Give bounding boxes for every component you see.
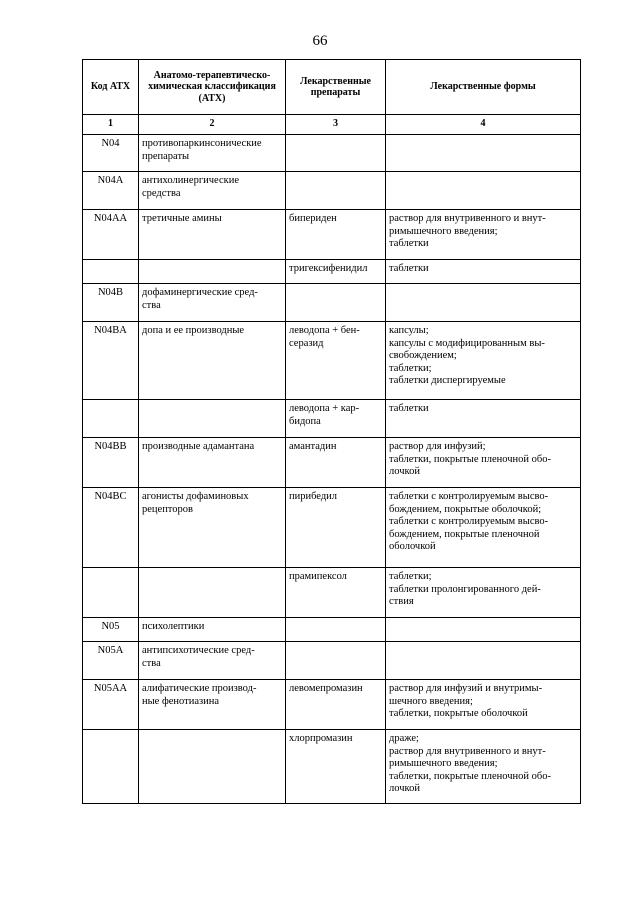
table-row bbox=[83, 438, 581, 488]
classification-line: дофаминергические сред- bbox=[142, 287, 258, 298]
column-number: 2 bbox=[139, 115, 286, 135]
dosage-forms-line: капсулы; bbox=[389, 325, 429, 336]
dosage-forms-cell bbox=[386, 135, 581, 172]
drug-line: бипериден bbox=[289, 213, 337, 224]
dosage-forms-cell bbox=[386, 438, 581, 488]
column-number-row bbox=[83, 115, 581, 135]
header-forms: Лекарственные формы bbox=[386, 60, 581, 115]
drug-cell bbox=[286, 730, 386, 804]
header-classification bbox=[139, 60, 286, 115]
dosage-forms-line: лочкой bbox=[389, 466, 420, 477]
drug-cell bbox=[286, 680, 386, 730]
drug-cell bbox=[286, 438, 386, 488]
dosage-forms-line: бождением, покрытые оболочкой; bbox=[389, 503, 542, 515]
atx-code-cell: N05A bbox=[83, 642, 139, 680]
dosage-forms-line: ствия bbox=[389, 596, 414, 607]
header-classification-line: Анатомо-терапевтическо- bbox=[153, 69, 271, 81]
table-row bbox=[83, 400, 581, 438]
table-row bbox=[83, 488, 581, 568]
dosage-forms-line: раствор для внутривенного и внут- bbox=[389, 213, 546, 224]
dosage-forms-cell bbox=[386, 322, 581, 400]
drug-cell bbox=[286, 260, 386, 284]
dosage-forms-line: оболочкой bbox=[389, 541, 436, 552]
dosage-forms-line: шечного введения; bbox=[389, 695, 473, 707]
classification-cell bbox=[139, 438, 286, 488]
classification-cell bbox=[139, 680, 286, 730]
dosage-forms-line: капсулы с модифицированным вы- bbox=[389, 337, 545, 349]
drug-line: бидопа bbox=[289, 415, 321, 427]
dosage-forms-line: таблетки, покрытые оболочкой bbox=[389, 708, 528, 719]
dosage-forms-line: римышечного введения; bbox=[389, 225, 498, 237]
table-row bbox=[83, 260, 581, 284]
column-number: 1 bbox=[83, 115, 139, 135]
header-drugs-line: Лекарственные bbox=[300, 75, 371, 87]
dosage-forms-line: раствор для внутривенного и внут- bbox=[389, 745, 546, 757]
page-number: 66 bbox=[312, 33, 328, 49]
table-row bbox=[83, 730, 581, 804]
table-row bbox=[83, 284, 581, 322]
drug-line: хлорпромазин bbox=[289, 733, 353, 744]
classification-cell bbox=[139, 210, 286, 260]
atx-code-cell: N05AA bbox=[83, 680, 139, 730]
drug-cell bbox=[286, 568, 386, 618]
table-row bbox=[83, 322, 581, 400]
atx-code-cell: N04BA bbox=[83, 322, 139, 400]
classification-line: ства bbox=[142, 299, 161, 311]
classification-cell bbox=[139, 642, 286, 680]
dosage-forms-line: таблетки bbox=[389, 263, 429, 274]
classification-line: рецепторов bbox=[142, 503, 193, 515]
classification-cell bbox=[139, 488, 286, 568]
dosage-forms-cell bbox=[386, 172, 581, 210]
classification-line: третичные амины bbox=[142, 213, 222, 224]
classification-cell bbox=[139, 172, 286, 210]
table-header-row bbox=[83, 60, 581, 115]
column-number: 3 bbox=[286, 115, 386, 135]
table-row bbox=[83, 210, 581, 260]
classification-line: агонисты дофаминовых bbox=[142, 491, 249, 502]
classification-cell bbox=[139, 284, 286, 322]
table-row bbox=[83, 642, 581, 680]
classification-cell bbox=[139, 135, 286, 172]
atx-code-cell: N04 bbox=[83, 135, 139, 172]
drug-cell bbox=[286, 284, 386, 322]
dosage-forms-cell bbox=[386, 284, 581, 322]
atx-code-cell: N04B bbox=[83, 284, 139, 322]
dosage-forms-cell bbox=[386, 730, 581, 804]
dosage-forms-line: бождением, покрытые пленочной bbox=[389, 528, 540, 540]
dosage-forms-line: таблетки пролонгированного дей- bbox=[389, 583, 541, 595]
header-classification-line: химическая классификация bbox=[148, 81, 276, 93]
atx-code-cell: N04BC bbox=[83, 488, 139, 568]
drug-cell bbox=[286, 618, 386, 642]
classification-line: ные фенотиазина bbox=[142, 695, 220, 707]
drug-line: серазид bbox=[289, 337, 324, 349]
dosage-forms-line: таблетки диспергируемые bbox=[389, 375, 506, 386]
atx-code-cell bbox=[83, 400, 139, 438]
classification-cell bbox=[139, 568, 286, 618]
classification-line: антипсихотические сред- bbox=[142, 645, 255, 656]
atx-code-cell: N05 bbox=[83, 618, 139, 642]
classification-line: средства bbox=[142, 187, 181, 199]
drug-cell bbox=[286, 322, 386, 400]
atx-table bbox=[82, 59, 581, 804]
classification-cell bbox=[139, 618, 286, 642]
atx-code-cell: N04BB bbox=[83, 438, 139, 488]
table-row bbox=[83, 618, 581, 642]
drug-line: тригексифенидил bbox=[289, 263, 368, 274]
column-number: 4 bbox=[386, 115, 581, 135]
dosage-forms-line: таблетки, покрытые пленочной обо- bbox=[389, 453, 551, 465]
dosage-forms-line: таблетки; bbox=[389, 362, 432, 374]
dosage-forms-line: римышечного введения; bbox=[389, 758, 498, 769]
dosage-forms-line: таблетки с контролируемым высво- bbox=[389, 491, 549, 502]
drug-cell bbox=[286, 135, 386, 172]
drug-cell bbox=[286, 400, 386, 438]
dosage-forms-line: таблетки с контролируемым высво- bbox=[389, 516, 549, 527]
dosage-forms-line: таблетки, покрытые пленочной обо- bbox=[389, 770, 551, 782]
dosage-forms-line: таблетки bbox=[389, 238, 429, 249]
drug-cell bbox=[286, 488, 386, 568]
drug-cell bbox=[286, 172, 386, 210]
classification-line: противопаркинсонические bbox=[142, 138, 262, 149]
dosage-forms-line: таблетки bbox=[389, 403, 429, 414]
dosage-forms-line: таблетки; bbox=[389, 571, 432, 582]
classification-line: производные адамантана bbox=[142, 441, 255, 452]
table-row bbox=[83, 680, 581, 730]
header-drugs-line: препараты bbox=[310, 87, 361, 98]
dosage-forms-line: свобождением; bbox=[389, 350, 457, 361]
dosage-forms-cell bbox=[386, 642, 581, 680]
atx-code-cell: N04AA bbox=[83, 210, 139, 260]
dosage-forms-cell bbox=[386, 680, 581, 730]
header-drugs bbox=[286, 60, 386, 115]
drug-line: леводопа + бен- bbox=[289, 325, 360, 336]
classification-cell bbox=[139, 322, 286, 400]
atx-code-cell bbox=[83, 568, 139, 618]
atx-code-cell bbox=[83, 730, 139, 804]
classification-cell bbox=[139, 400, 286, 438]
classification-line: антихолинергические bbox=[142, 175, 240, 186]
header-code: Код АТХ bbox=[83, 60, 139, 115]
table-row bbox=[83, 135, 581, 172]
classification-cell bbox=[139, 260, 286, 284]
table-row bbox=[83, 172, 581, 210]
atx-code-cell: N04A bbox=[83, 172, 139, 210]
table-row bbox=[83, 568, 581, 618]
classification-line: алифатические производ- bbox=[142, 683, 257, 694]
dosage-forms-line: раствор для инфузий; bbox=[389, 441, 486, 452]
classification-line: препараты bbox=[142, 150, 190, 162]
classification-line: допа и ее производные bbox=[142, 325, 245, 336]
dosage-forms-cell bbox=[386, 260, 581, 284]
drug-line: прамипексол bbox=[289, 571, 347, 582]
classification-line: психолептики bbox=[142, 621, 205, 632]
drug-line: пирибедил bbox=[289, 491, 338, 502]
header-classification-line: (АТХ) bbox=[198, 92, 226, 104]
dosage-forms-cell bbox=[386, 618, 581, 642]
classification-cell bbox=[139, 730, 286, 804]
dosage-forms-cell bbox=[386, 568, 581, 618]
dosage-forms-line: раствор для инфузий и внутримы- bbox=[389, 683, 543, 694]
atx-code-cell bbox=[83, 260, 139, 284]
dosage-forms-cell bbox=[386, 400, 581, 438]
drug-line: амантадин bbox=[289, 441, 337, 452]
classification-line: ства bbox=[142, 657, 161, 669]
table-body bbox=[83, 115, 581, 804]
drug-line: левомепромазин bbox=[289, 683, 363, 694]
dosage-forms-line: лочкой bbox=[389, 783, 420, 794]
drug-cell bbox=[286, 642, 386, 680]
drug-cell bbox=[286, 210, 386, 260]
dosage-forms-cell bbox=[386, 210, 581, 260]
dosage-forms-line: драже; bbox=[389, 733, 419, 744]
dosage-forms-cell bbox=[386, 488, 581, 568]
drug-line: леводопа + кар- bbox=[289, 403, 360, 414]
